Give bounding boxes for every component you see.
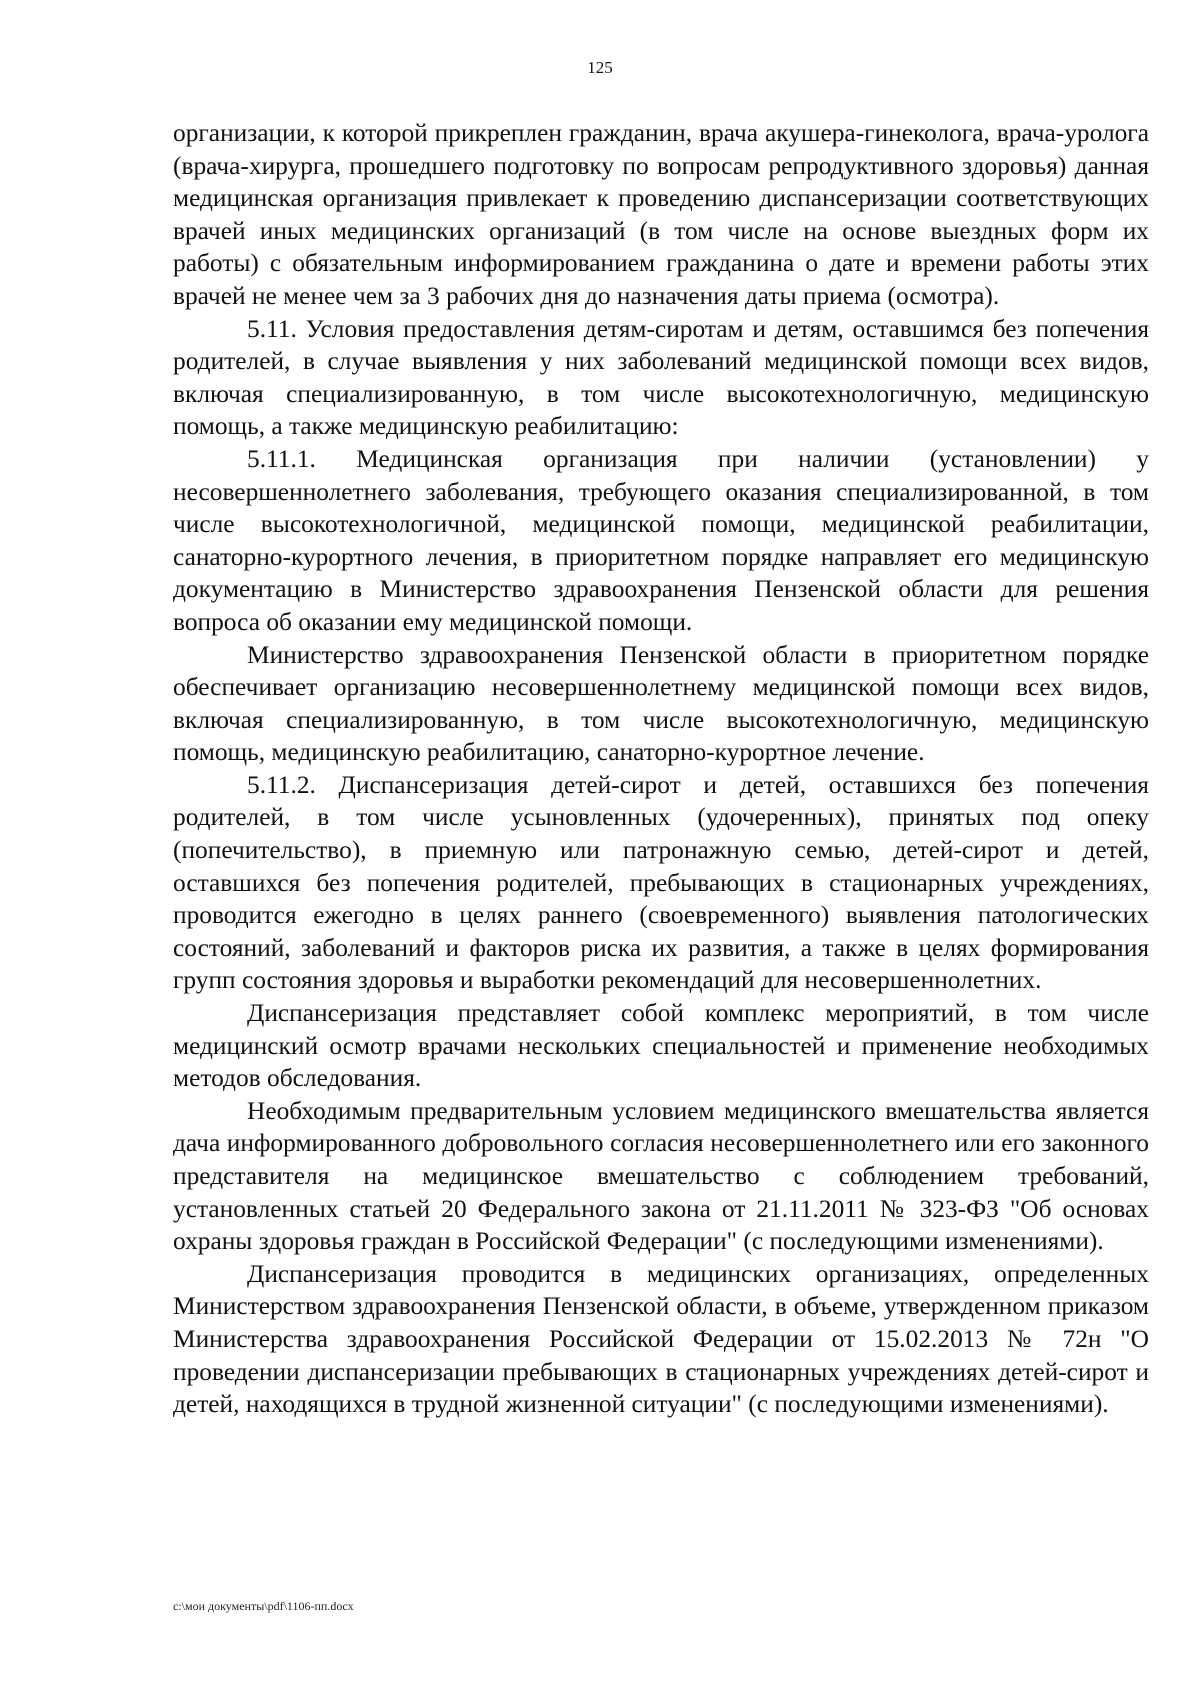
- page-number: 125: [587, 58, 613, 77]
- document-body: [173, 117, 1149, 1421]
- paragraph-ministry: Министерство здравоохранения Пензенской области в приоритетном порядке обеспечивает организацию несовершеннолетнему медицинской помощи всех видов, включая специализированную, в том числе высокотехнологичную, медицинскую помощь, медицинскую реабилитацию, санаторно-курортное лечение.: [173, 640, 1149, 767]
- file-path-footer: c:\мои документы\pdf\1106-пп.docx: [173, 1599, 354, 1613]
- paragraph-dispensary-complex: Диспансеризация представляет собой комплекс мероприятий, в том числе медицинский осмотр врачами нескольких специальностей и применение необходимых методов обследования.: [173, 999, 1149, 1093]
- paragraph-5-11-2: 5.11.2. Диспансеризация детей-сирот и детей, оставшихся без попечения родителей, в том числе усыновленных (удочеренных), принятых под опеку (попечительство), в приемную или патронажную семью, детей-сирот и детей, оставшихся без попечения родителей, пребывающих в стационарных учреждениях, проводится ежегодно в целях раннего (своевременного) выявления патологических состояний, заболеваний и факторов риска их развития, а также в целях формирования групп состояния здоровья и выработки рекомендаций для несовершеннолетних.: [173, 770, 1149, 995]
- paragraph-5-11: 5.11. Условия предоставления детям-сиротам и детям, оставшимся без попечения родителей, в случае выявления у них заболеваний медицинской помощи всех видов, включая специализированную, в том числе высокотехнологичную, медицинскую помощь, а также медицинскую реабилитацию:: [173, 314, 1149, 441]
- paragraph-consent: Необходимым предварительным условием медицинского вмешательства является дача информированного добровольного согласия несовершеннолетнего или его законного представителя на медицинское вмешательство с соблюдением требований, установленных статьей 20 Федерального закона от 21.11.2011 № 323-ФЗ "Об основах охраны здоровья граждан в Российской Федерации" (с последующими изменениями).: [173, 1096, 1149, 1256]
- paragraph-continuation: организации, к которой прикреплен гражданин, врача акушера-гинеколога, врача-уролога (врача-хирурга, прошедшего подготовку по вопросам репродуктивного здоровья) данная медицинская организация привлекает к проведению диспансеризации соответствующих врачей иных медицинских организаций (в том числе на основе выездных форм их работы) с обязательным информированием гражданина о дате и времени работы этих врачей не менее чем за 3 рабочих дня до назначения даты приема (осмотра).: [173, 119, 1149, 310]
- paragraph-5-11-1: 5.11.1. Медицинская организация при наличии (установлении) у несовершеннолетнего заболевания, требующего оказания специализированной, в том числе высокотехнологичной, медицинской помощи, медицинской реабилитации, санаторно-курортного лечения, в приоритетном порядке направляет его медицинскую документацию в Министерство здравоохранения Пензенской области для решения вопроса об оказании ему медицинской помощи.: [173, 444, 1149, 636]
- paragraph-dispensary-organizations: Диспансеризация проводится в медицинских организациях, определенных Министерством здравоохранения Пензенской области, в объеме, утвержденном приказом Министерства здравоохранения Российской Федерации от 15.02.2013 № 72н "О проведении диспансеризации пребывающих в стационарных учреждениях детей-сирот и детей, находящихся в трудной жизненной ситуации" (с последующими изменениями).: [173, 1259, 1149, 1419]
